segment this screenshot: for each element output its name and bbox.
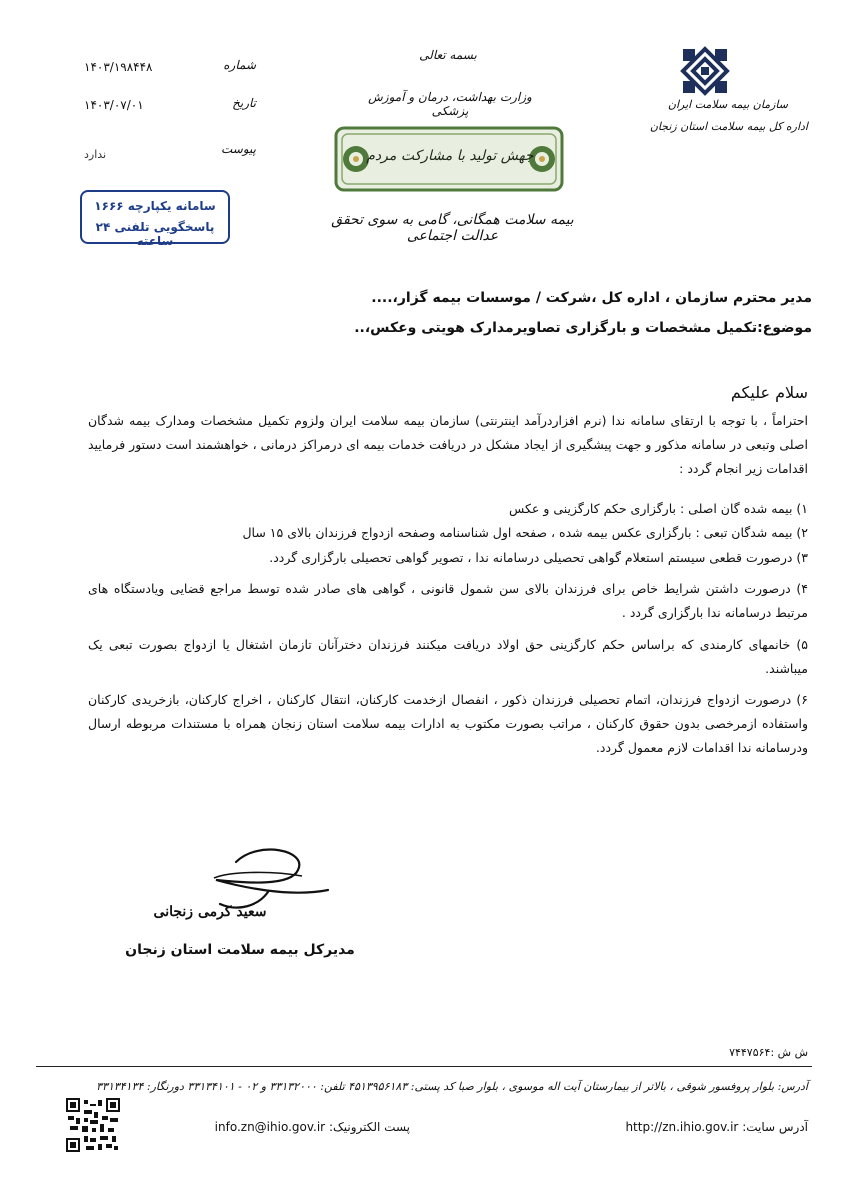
website-line [548,1120,808,1134]
attachment-value: ندارد [84,148,107,161]
website-link[interactable]: http://zn.ihio.gov.ir [625,1120,739,1134]
reference-code: ش ش :۷۴۴۷۵۶۴ [729,1046,808,1059]
date-value: ۱۴۰۳/۰۷/۰۱ [84,98,144,112]
website-label: آدرس سایت: [742,1120,808,1134]
list-item: ۵) خانمهای کارمندی که براساس حکم کارگزینی حق اولاد دریافت میکنند فرزندان دخترآنان تازمان اشتغال یا ازدواج بصورت تبعی یک میباشند. [88,637,808,676]
qr-code-icon [66,1098,120,1152]
intro-paragraph: احتراماً ، با توجه با ارتقای سامانه ندا (نرم افزاردرآمد اینترنتی) سازمان بیمه سلامت ایران ولزوم تکمیل مشخصات ومدارک بیمه شدگان اصلی وتبعی در سامانه مذکور و جهت پیشگیری از ایجاد مشکل در دریافت خدمات بیمه ای درمراکز درمانی ، خواهشمند است دستور فرمایید اقدامات زیر انجام گردد : [88,413,808,476]
list-item: ۴) درصورت داشتن شرایط خاص برای فرزندان بالای سن شمول قانونی ، گواهی های صادر شده توسط مراجع قضایی ویادستگاه های مرتبط درسامانه ندا بارگزاری گردد . [88,581,808,620]
hotline-line2: پاسخگویی تلفنی ۲۴ ساعته [95,220,215,248]
hotline-line1: سامانه یکپارچه ۱۶۶۶ [94,199,216,213]
org-department: اداره کل بیمه سلامت استان زنجان [649,120,808,133]
signer-name: سعید کرمی زنجانی [153,904,267,920]
number-label: شماره [223,58,256,72]
motto: بیمه سلامت همگانی، گامی به سوی تحقق عدالت اجتماعی [331,212,574,244]
bismillah: بسمه تعالی [419,48,477,62]
email-line [150,1120,410,1134]
hotline-box [80,190,230,248]
ihio-logo-icon [680,46,730,96]
footer-divider [36,1066,812,1067]
signer-title: مدیرکل بیمه سلامت استان زنجان [125,942,355,958]
email-link[interactable]: info.zn@ihio.gov.ir [214,1120,326,1134]
attachment-label: پیوست [221,142,256,156]
email-label: پست الکترونیک: [328,1120,410,1134]
subject: موضوع:تکمیل مشخصات و بارگزاری تصاویرمدارک هویتی وعکس،.. [354,320,812,336]
banner-slogan: جهش تولید با مشارکت مردم [366,148,534,164]
list-item: ۱) بیمه شده گان اصلی : بارگزاری حکم کارگزینی و عکس [509,501,808,516]
number-value: ۱۴۰۳/۱۹۸۴۴۸ [84,60,153,74]
footer-address: آدرس: بلوار پروفسور شوقی ، بالاتر از بیمارستان آیت اله موسوی ، بلوار صبا کد پستی: ۴۵۱۳۹۵۶۱۸۳ تلفن: ۳۳۱۳۲۰۰۰ و ۰۲ - ۳۳۱۳۴۱۰۱ دورنگار: ۳۳۱۳۴۱۳۴ [96,1080,808,1093]
list-item: ۲) بیمه شدگان تبعی : بارگزاری عکس بیمه شده ، صفحه اول شناسنامه وصفحه ازدواج فرزندان بالای ۱۵ سال [242,525,808,540]
list-item: ۶) درصورت ازدواج فرزندان، اتمام تحصیلی فرزندان ذکور ، انفصال ازخدمت کارکنان، انتقال کارکنان ، اخراج کارکنان، بازخریدی کارکنان واستفاده ازمرخصی بدون حقوق کارکنان ، مراتب بصورت مکتوب به ادارات بیمه سلامت استان زنجان همراه با مستندات مربوطه ارسال ودرسامانه ندا اقدامات لازم معمول گردد. [88,692,808,755]
addressee: مدیر محترم سازمان ، اداره کل ،شرکت / موسسات بیمه گزار،.... [371,290,812,306]
greeting: سلام علیکم [730,383,808,402]
list-item: ۳) درصورت قطعی سیستم استعلام گواهی تحصیلی درسامانه ندا ، تصویر گواهی تحصیلی بارگزاری گردد. [269,550,808,565]
ministry-name: وزارت بهداشت، درمان و آموزش پزشکی [368,90,532,118]
date-label: تاریخ [232,96,256,110]
org-name: سازمان بیمه سلامت ایران [667,98,788,111]
